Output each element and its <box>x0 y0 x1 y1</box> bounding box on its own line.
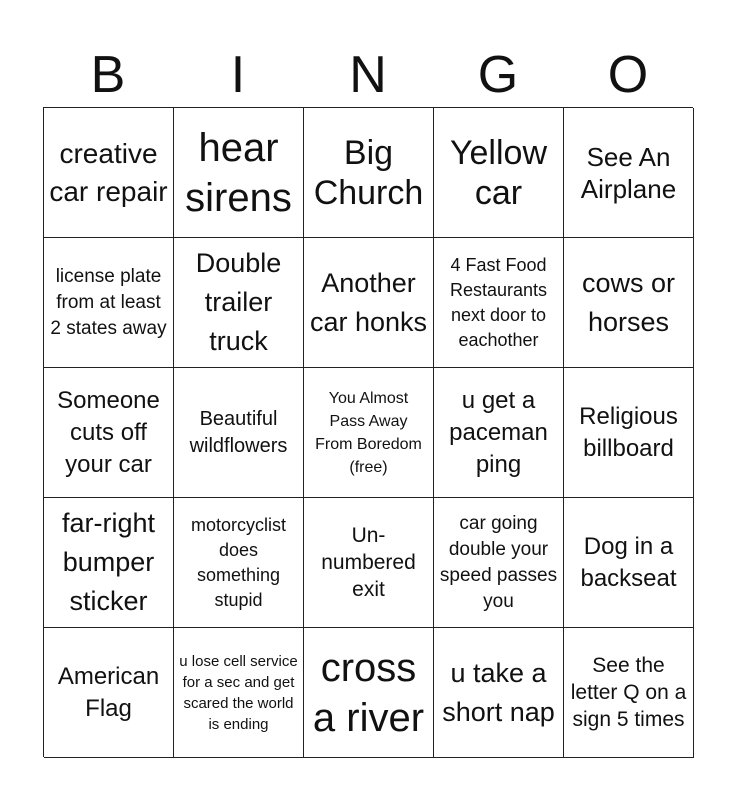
cell-text: cross a river <box>312 645 425 740</box>
cell-text: 4 Fast Food Restaurants next door to eachother <box>449 254 548 350</box>
bingo-header <box>43 44 693 106</box>
bingo-cell-r1c3[interactable] <box>304 108 434 238</box>
header-letter-o: O <box>607 46 649 104</box>
cell-text: u take a short nap <box>442 657 555 727</box>
cell-text: car going double your speed passes you <box>439 512 558 612</box>
bingo-cell-r3c1[interactable] <box>44 368 174 498</box>
cell-text: Beautiful wildflowers <box>189 407 288 457</box>
cell-text: Dog in a backseat <box>580 532 677 592</box>
bingo-cell-r5c4[interactable] <box>434 628 564 758</box>
cell-text: creative car repair <box>49 137 168 207</box>
cell-text: u get a paceman ping <box>449 386 548 478</box>
bingo-cell-r5c2[interactable] <box>174 628 304 758</box>
bingo-cell-r5c5[interactable] <box>564 628 694 758</box>
bingo-cell-r4c1[interactable] <box>44 498 174 628</box>
cell-text: Un-numbered exit <box>321 524 416 601</box>
cell-text: See An Airplane <box>580 141 677 204</box>
header-letter-b: B <box>90 46 126 104</box>
cell-text: Yellow car <box>449 133 548 212</box>
bingo-cell-r1c1[interactable] <box>44 108 174 238</box>
cell-text: American Flag <box>57 662 160 722</box>
bingo-cell-r2c4[interactable] <box>434 238 564 368</box>
cell-text: You Almost Pass Away From Boredom (free) <box>315 389 422 476</box>
cell-text: Religious billboard <box>579 402 678 462</box>
bingo-cell-r5c1[interactable] <box>44 628 174 758</box>
bingo-cell-r1c5[interactable] <box>564 108 694 238</box>
cell-text: Someone cuts off your car <box>57 386 160 478</box>
bingo-cell-r4c4[interactable] <box>434 498 564 628</box>
header-letter-i: I <box>230 46 246 104</box>
cell-text: See the letter Q on a sign 5 times <box>570 654 687 731</box>
bingo-cell-r4c3[interactable] <box>304 498 434 628</box>
bingo-cell-r1c2[interactable] <box>174 108 304 238</box>
bingo-cell-r4c5[interactable] <box>564 498 694 628</box>
bingo-cell-r1c4[interactable] <box>434 108 564 238</box>
bingo-cell-r5c3[interactable] <box>304 628 434 758</box>
cell-text: cows or horses <box>581 267 676 337</box>
bingo-cell-r3c5[interactable] <box>564 368 694 498</box>
bingo-cell-r2c5[interactable] <box>564 238 694 368</box>
cell-text: u lose cell service for a sec and get scared the world is ending <box>179 652 298 733</box>
cell-text: hear sirens <box>185 125 292 220</box>
header-letter-n: N <box>349 46 387 104</box>
bingo-cell-r2c3[interactable] <box>304 238 434 368</box>
bingo-cell-r4c2[interactable] <box>174 498 304 628</box>
bingo-cell-r2c2[interactable] <box>174 238 304 368</box>
bingo-cell-r2c1[interactable] <box>44 238 174 368</box>
cell-text: far-right bumper sticker <box>61 508 156 616</box>
cell-text: Big Church <box>313 133 424 212</box>
bingo-cell-r3c3[interactable] <box>304 368 434 498</box>
cell-text: Another car honks <box>309 267 428 337</box>
bingo-board <box>43 107 693 757</box>
bingo-cell-r3c4[interactable] <box>434 368 564 498</box>
header-letter-g: G <box>477 46 519 104</box>
cell-text: Double trailer truck <box>195 248 282 356</box>
cell-text: motorcyclist does something stupid <box>190 514 286 610</box>
bingo-cell-r3c2[interactable] <box>174 368 304 498</box>
cell-text: license plate from at least 2 states away <box>50 265 167 339</box>
